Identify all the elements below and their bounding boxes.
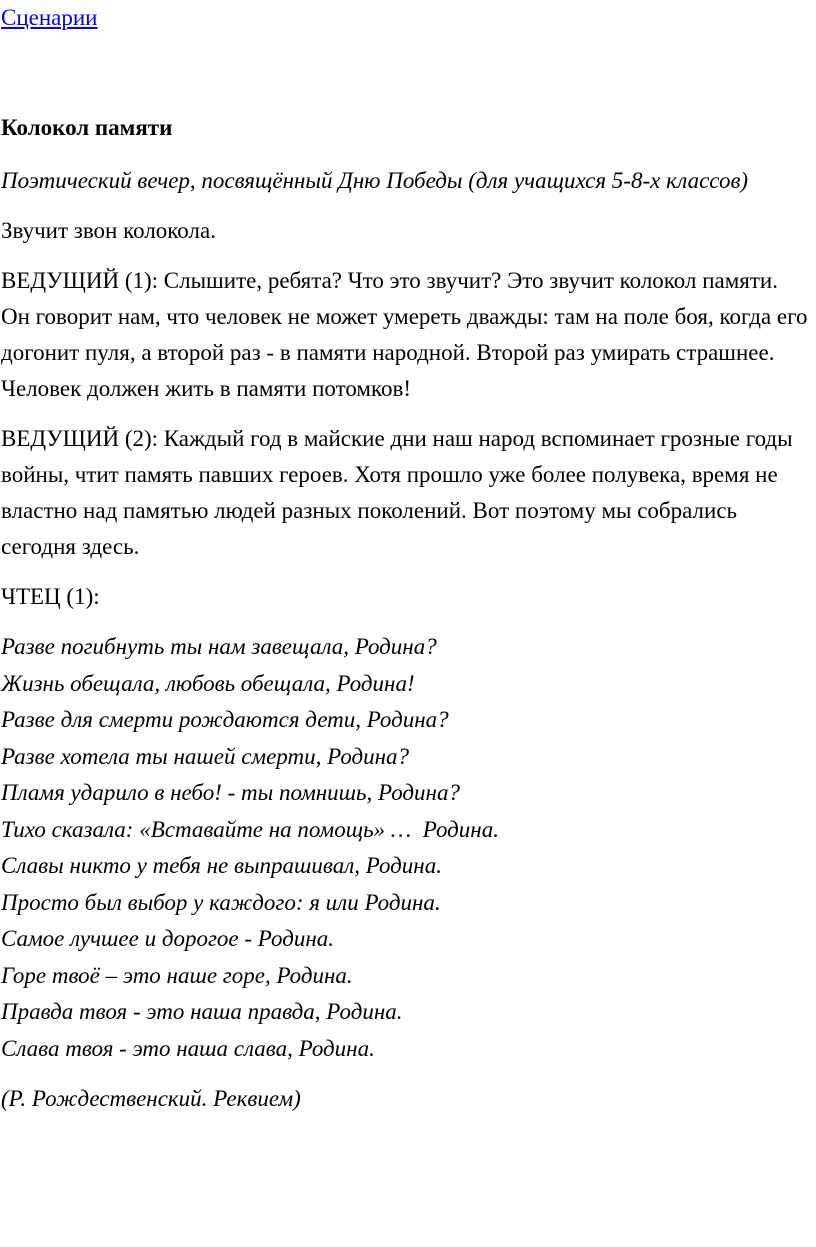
poem-line: Просто был выбор у каждого: я или Родина.	[1, 889, 441, 915]
poem-line: Пламя ударило в небо! - ты помнишь, Родина?	[1, 780, 460, 805]
document-subtitle: Поэтический вечер, посвящённый Дню Победы (для учащихся 5-8-х классов)	[1, 168, 749, 193]
document-title: Колокол памяти	[1, 115, 173, 140]
poem-line: Самое лучшее и дорогое - Родина.	[1, 926, 335, 951]
poem-credit: (Р. Рождественский. Реквием)	[1, 1086, 301, 1111]
poem-line: Правда твоя - это наша правда, Родина.	[1, 999, 403, 1024]
document-body	[1, 163, 811, 1131]
host-2-paragraph: ВЕДУЩИЙ (2): Каждый год в майские дни наш народ вспоминает грозные годы войны, чтит память павших героев. Хотя прошло уже более полувека, время не властно над памятью людей разных поколений. Вот поэтому мы собрались сегодня здесь.	[1, 426, 793, 559]
poem-line: Жизнь обещала, любовь обещала, Родина!	[1, 670, 415, 696]
breadcrumb-link-scenarios[interactable]: Сценарии	[1, 5, 98, 30]
poem-line: Славы никто у тебя не выпрашивал, Родина.	[1, 853, 442, 878]
poem-line: Слава твоя - это наша слава, Родина.	[1, 1035, 375, 1061]
host-1-paragraph: ВЕДУЩИЙ (1): Слышите, ребята? Что это звучит? Это звучит колокол памяти. Он говорит нам, что человек не может умереть дважды: там на поле боя, когда его догонит пуля, а второй раз - в памяти народной. Второй раз умирать страшнее. Человек должен жить в памяти потомков!	[1, 268, 808, 401]
poem-line: Тихо сказала: «Вставайте на помощь» … Родина.	[1, 816, 499, 842]
stage-direction: Звучит звон колокола.	[1, 218, 216, 243]
poem-line: Разве погибнуть ты нам завещала, Родина?	[1, 634, 437, 659]
reader-1-label: ЧТЕЦ (1):	[1, 584, 100, 609]
poem-line: Горе твоё – это наше горе, Родина.	[1, 962, 353, 988]
poem-line: Разве для смерти рождаются дети, Родина?	[1, 707, 449, 732]
poem-line: Разве хотела ты нашей смерти, Родина?	[1, 743, 410, 769]
poem	[1, 629, 811, 1067]
